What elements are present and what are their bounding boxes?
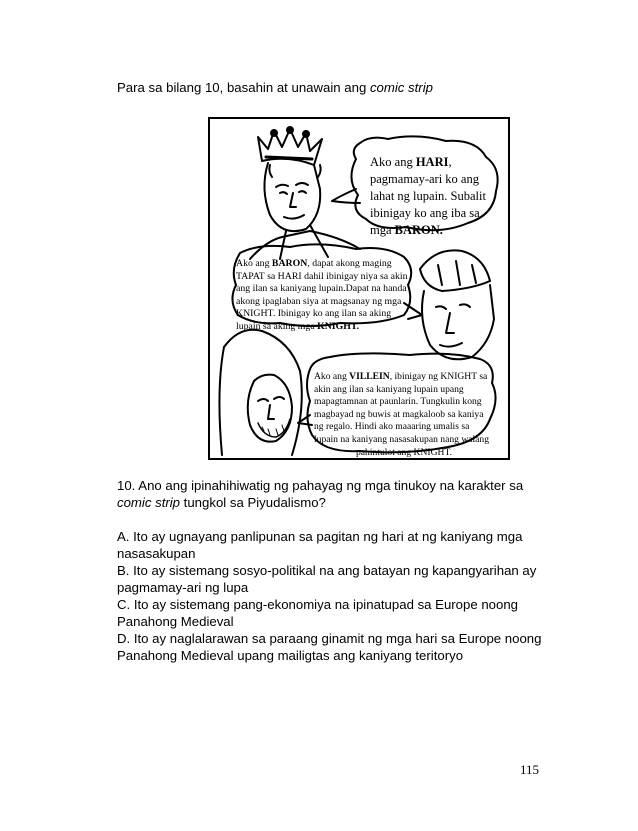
comic-strip [208, 117, 510, 460]
page-number: 115 [520, 762, 540, 777]
question-emphasis: comic strip [117, 495, 181, 510]
choice-d: D. Ito ay naglalarawan sa paraang ginamit ng mga hari sa Europe noong Panahong Medieval upang mailigtas ang kaniyang teritoryo [117, 631, 542, 663]
king-speech-text: Ako ang HARI, pagmamay-ari ko ang lahat ng lupain. Subalit ibinigay ko ang iba sa mga BARON. [370, 155, 486, 237]
question-10: 10. Ano ang ipinahihiwatig ng pahayag ng mga tinukoy na karakter sa comic strip tungkol sa Piyudalismo? [117, 478, 524, 510]
knight-head [422, 285, 494, 359]
instruction-emphasis: comic strip [369, 80, 433, 95]
knight-hat [420, 250, 490, 291]
baron-speech-text: Ako ang BARON, dapat akong maging TAPAT sa HARI dahil ibinigay niya sa akin ang ilan sa kaniyang lupain.Dapat na handa akong ipaglaban siya at magsanay ng mga KNIGHT. Ibinigay ko ang ilan sa aking lupain sa aking mga KNIGHT. [236, 258, 408, 332]
answer-choices [117, 528, 557, 664]
choice-b: B. Ito ay sistemang sosyo-politikal na ang batayan ng kapangyarihan ay pagmamay-ari ng lupa [117, 563, 537, 595]
villein-hood [224, 330, 302, 455]
villein-speech-text: Ako ang VILLEIN, ibinigay ng KNIGHT sa akin ang ilan sa kaniyang lupain upang mapagtamnan at paunlarin. Tungkulin kong magbayad ng buwis at magkaloob sa kaniya ng regalo. Hindi ako maaaring umalis sa lupain na kaniyang nasasakupan nang walang pahintulot ang KNIGHT. [314, 371, 490, 458]
choice-c: C. Ito ay sistemang pang-ekonomiya na ipinatupad sa Europe noong Panahong Medieval [117, 597, 519, 629]
instruction-text: Para sa bilang 10, basahin at unawain ang comic strip [117, 80, 433, 95]
choice-a: A. Ito ay ugnayang panlipunan sa pagitan ng hari at ng kaniyang mga nasasakupan [117, 529, 523, 561]
